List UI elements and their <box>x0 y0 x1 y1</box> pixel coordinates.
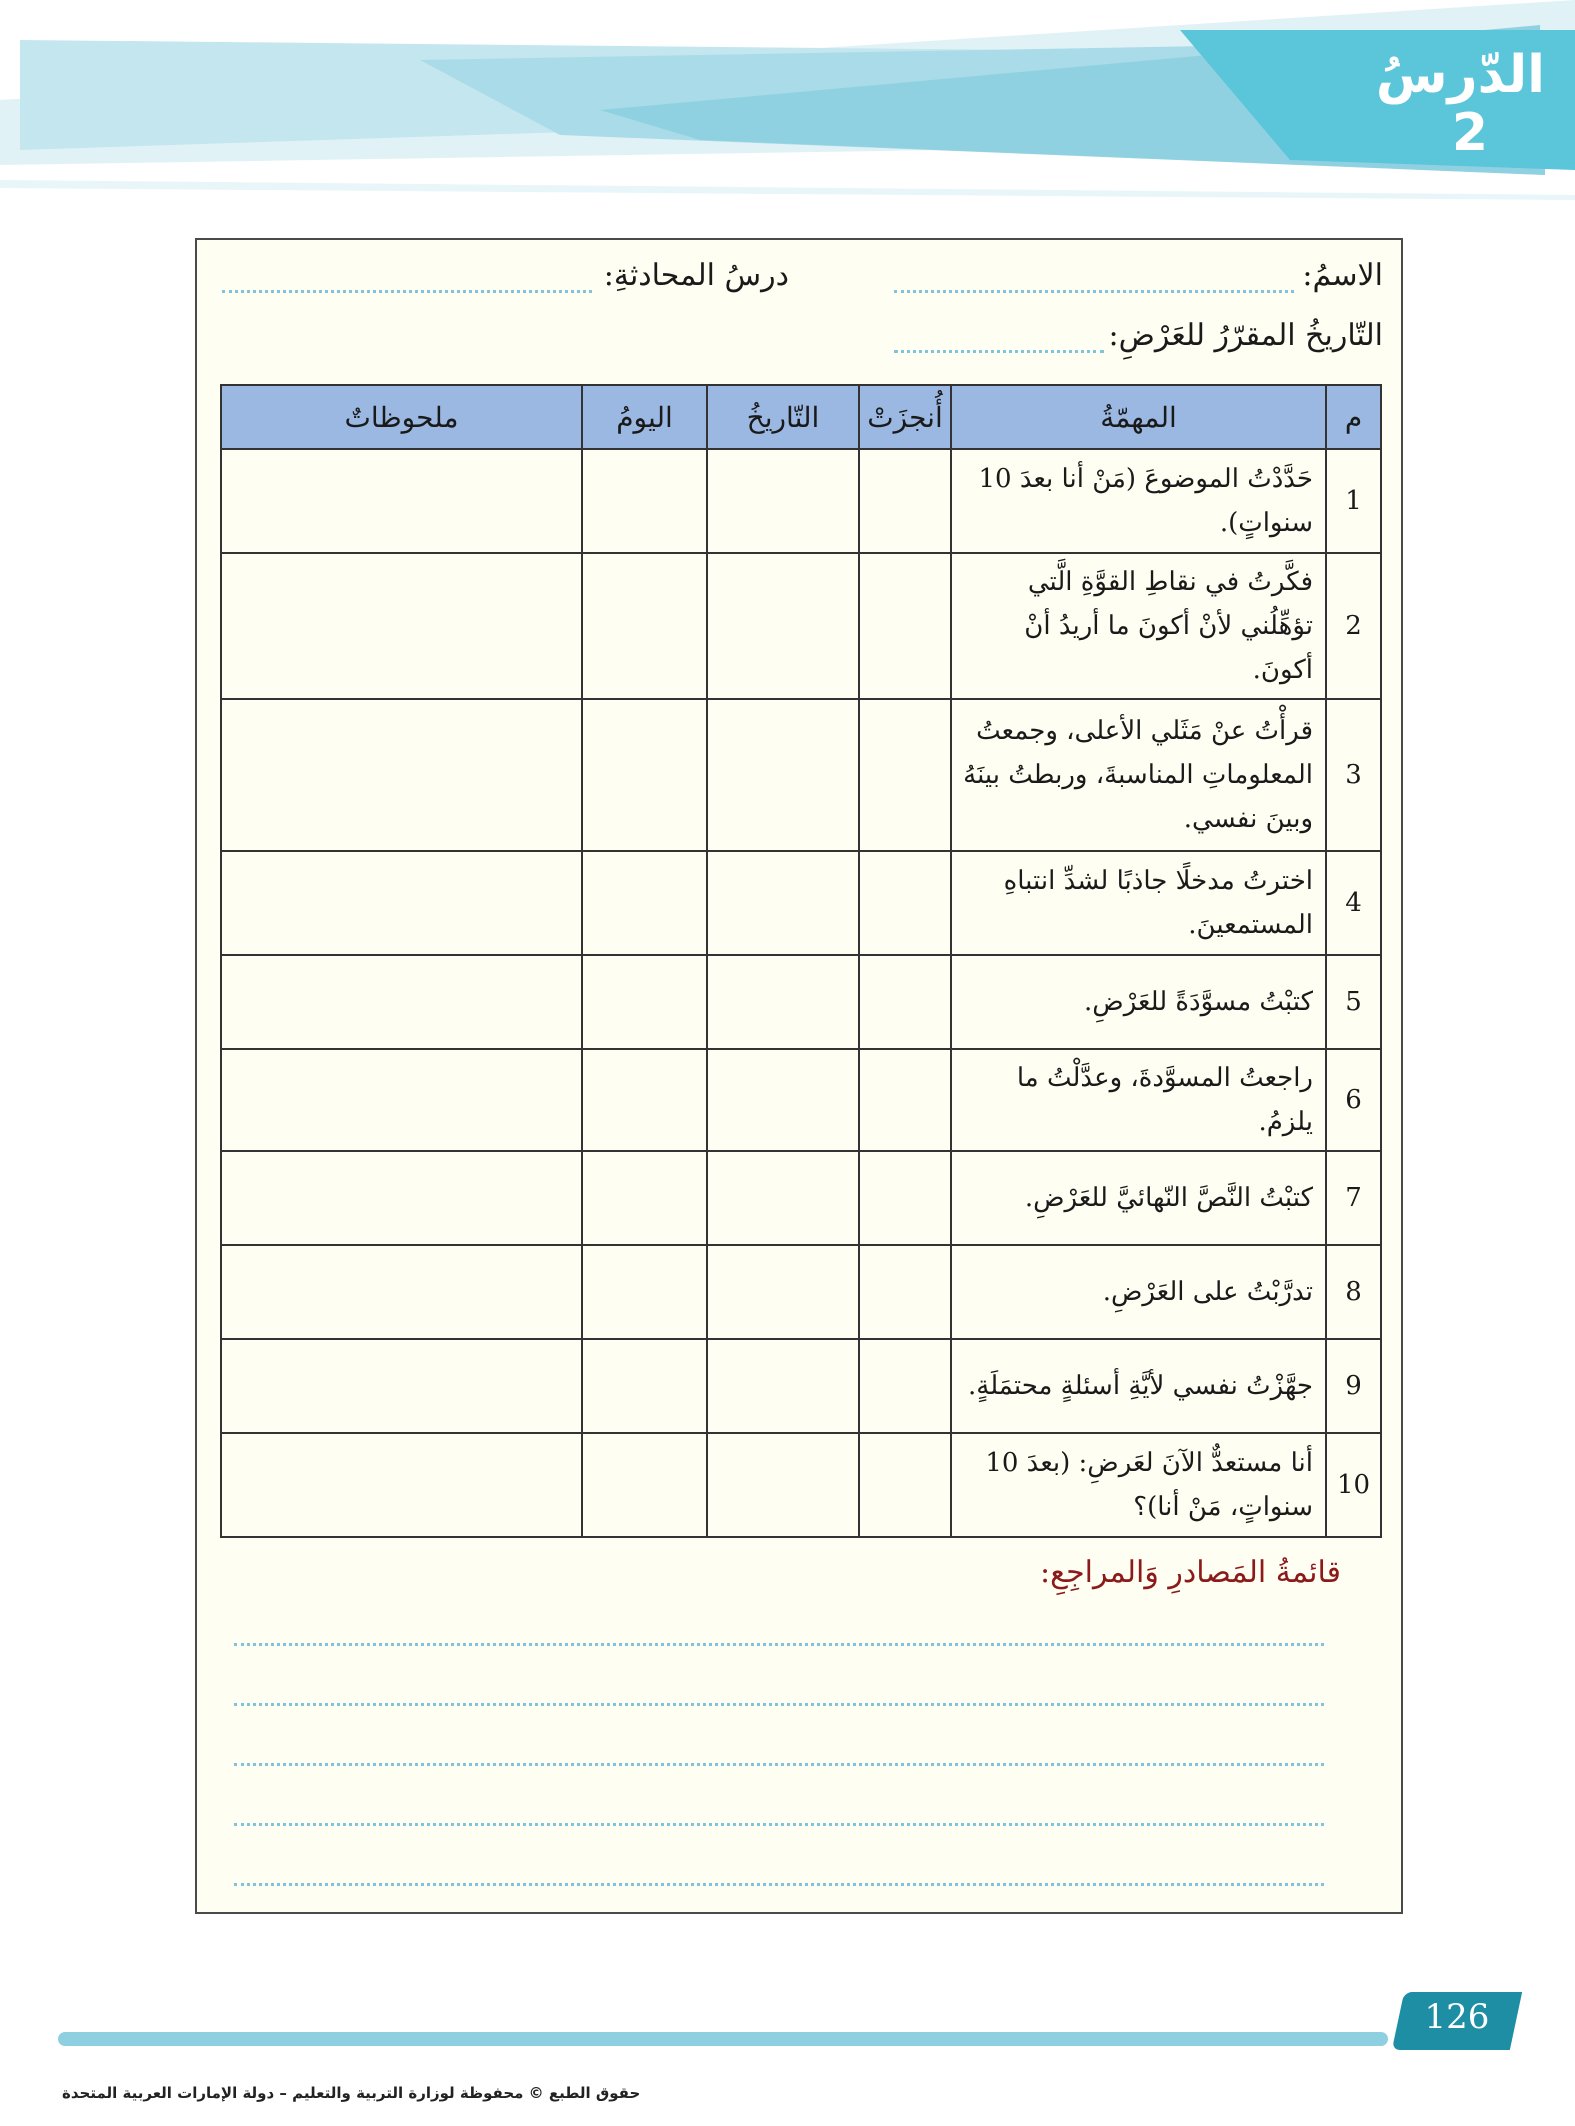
row-task: جهَّزْتُ نفسي لأيَّةِ أسئلةٍ محتمَلَةٍ. <box>951 1339 1326 1433</box>
done-cell[interactable] <box>859 449 951 553</box>
row-number: 2 <box>1326 553 1381 699</box>
row-number: 4 <box>1326 851 1381 955</box>
day-cell[interactable] <box>582 1339 707 1433</box>
footer-bar <box>58 2032 1388 2046</box>
notes-cell[interactable] <box>221 1433 582 1537</box>
lesson-number: 2 <box>1451 103 1489 163</box>
row-task: فكَّرتُ في نقاطِ القوَّةِ الَّتي تؤهِّلُني لأنْ أكونَ ما أريدُ أنْ أكونَ. <box>951 553 1326 699</box>
date-cell[interactable] <box>707 1433 859 1537</box>
day-cell[interactable] <box>582 1245 707 1339</box>
day-cell[interactable] <box>582 553 707 699</box>
date-cell[interactable] <box>707 1049 859 1151</box>
row-task: كتبْتُ مسوَّدَةً للعَرْضِ. <box>951 955 1326 1049</box>
name-label: الاسمُ: <box>1302 258 1383 293</box>
name-field[interactable] <box>894 290 1294 293</box>
table-row <box>221 955 1381 1049</box>
date-cell[interactable] <box>707 851 859 955</box>
notes-cell[interactable] <box>221 1339 582 1433</box>
header-done: أُنجزَتْ <box>859 385 951 449</box>
notes-cell[interactable] <box>221 553 582 699</box>
row-number: 1 <box>1326 449 1381 553</box>
row-number: 5 <box>1326 955 1381 1049</box>
row-number: 6 <box>1326 1049 1381 1151</box>
header-day: اليومُ <box>582 385 707 449</box>
row-number: 8 <box>1326 1245 1381 1339</box>
notes-cell[interactable] <box>221 1151 582 1245</box>
done-cell[interactable] <box>859 1049 951 1151</box>
table-row <box>221 1049 1381 1151</box>
references-line[interactable] <box>234 1883 1324 1886</box>
table-row <box>221 1433 1381 1537</box>
row-number: 10 <box>1326 1433 1381 1537</box>
table-row <box>221 553 1381 699</box>
table-row <box>221 449 1381 553</box>
day-cell[interactable] <box>582 1049 707 1151</box>
table-row <box>221 1151 1381 1245</box>
references-line[interactable] <box>234 1703 1324 1706</box>
day-cell[interactable] <box>582 1151 707 1245</box>
references-title: قائمةُ المَصادرِ وَالمراجِعِ: <box>1040 1555 1341 1590</box>
notes-cell[interactable] <box>221 955 582 1049</box>
done-cell[interactable] <box>859 1151 951 1245</box>
row-task: راجعتُ المسوَّدةَ، وعدَّلْتُ ما يلزمُ. <box>951 1049 1326 1151</box>
notes-cell[interactable] <box>221 699 582 851</box>
date-cell[interactable] <box>707 449 859 553</box>
done-cell[interactable] <box>859 1339 951 1433</box>
header-num: م <box>1326 385 1381 449</box>
done-cell[interactable] <box>859 1433 951 1537</box>
header-task: المهمّةُ <box>951 385 1326 449</box>
page-number: 126 <box>1424 1997 1490 2037</box>
date-cell[interactable] <box>707 699 859 851</box>
done-cell[interactable] <box>859 851 951 955</box>
row-number: 9 <box>1326 1339 1381 1433</box>
day-cell[interactable] <box>582 699 707 851</box>
row-task: حَدَّدْتُ الموضوعَ (مَنْ أنا بعدَ 10 سنواتٍ). <box>951 449 1326 553</box>
row-task: اخترتُ مدخلًا جاذبًا لشدِّ انتباهِ المستمعينَ. <box>951 851 1326 955</box>
lesson-field[interactable] <box>222 290 592 293</box>
done-cell[interactable] <box>859 955 951 1049</box>
row-task: كتبْتُ النَّصَّ النّهائيَّ للعَرْضِ. <box>951 1151 1326 1245</box>
presentation-date-field[interactable] <box>894 350 1104 353</box>
date-cell[interactable] <box>707 1151 859 1245</box>
table-row <box>221 1245 1381 1339</box>
references-line[interactable] <box>234 1823 1324 1826</box>
table-row <box>221 699 1381 851</box>
header-notes: ملحوظاتٌ <box>221 385 582 449</box>
date-cell[interactable] <box>707 1245 859 1339</box>
row-number: 3 <box>1326 699 1381 851</box>
day-cell[interactable] <box>582 1433 707 1537</box>
done-cell[interactable] <box>859 553 951 699</box>
notes-cell[interactable] <box>221 1245 582 1339</box>
date-cell[interactable] <box>707 955 859 1049</box>
row-task: أنا مستعدٌّ الآنَ لعَرضِ: (بعدَ 10 سنواتٍ، مَنْ أنا)؟ <box>951 1433 1326 1537</box>
day-cell[interactable] <box>582 449 707 553</box>
done-cell[interactable] <box>859 699 951 851</box>
date-cell[interactable] <box>707 553 859 699</box>
date-cell[interactable] <box>707 1339 859 1433</box>
worksheet-panel <box>195 238 1403 1914</box>
lesson-label: درسُ المحادثةِ: <box>603 258 789 293</box>
done-cell[interactable] <box>859 1245 951 1339</box>
notes-cell[interactable] <box>221 1049 582 1151</box>
header-banner <box>0 0 1575 210</box>
table-header-row <box>221 385 1381 449</box>
header-date: التّاريخُ <box>707 385 859 449</box>
table-row <box>221 851 1381 955</box>
lesson-badge <box>1375 45 1545 163</box>
copyright-notice: حقوق الطبع © محفوظة لوزارة التربية والتعليم – دولة الإمارات العربية المتحدة <box>62 2084 641 2102</box>
day-cell[interactable] <box>582 955 707 1049</box>
presentation-date-label: التّاريخُ المقرّرُ للعَرْضِ: <box>1108 318 1383 353</box>
row-task: تدرَّبْتُ على العَرْضِ. <box>951 1245 1326 1339</box>
task-table <box>220 384 1382 1538</box>
day-cell[interactable] <box>582 851 707 955</box>
notes-cell[interactable] <box>221 449 582 553</box>
row-number: 7 <box>1326 1151 1381 1245</box>
row-task: قرأْتُ عنْ مَثَلي الأعلى، وجمعتُ المعلوماتِ المناسبةَ، وربطتُ بينَهُ وبينَ نفسي. <box>951 699 1326 851</box>
references-line[interactable] <box>234 1643 1324 1646</box>
lesson-word: الدّرسُ <box>1375 45 1545 105</box>
table-row <box>221 1339 1381 1433</box>
notes-cell[interactable] <box>221 851 582 955</box>
references-line[interactable] <box>234 1763 1324 1766</box>
